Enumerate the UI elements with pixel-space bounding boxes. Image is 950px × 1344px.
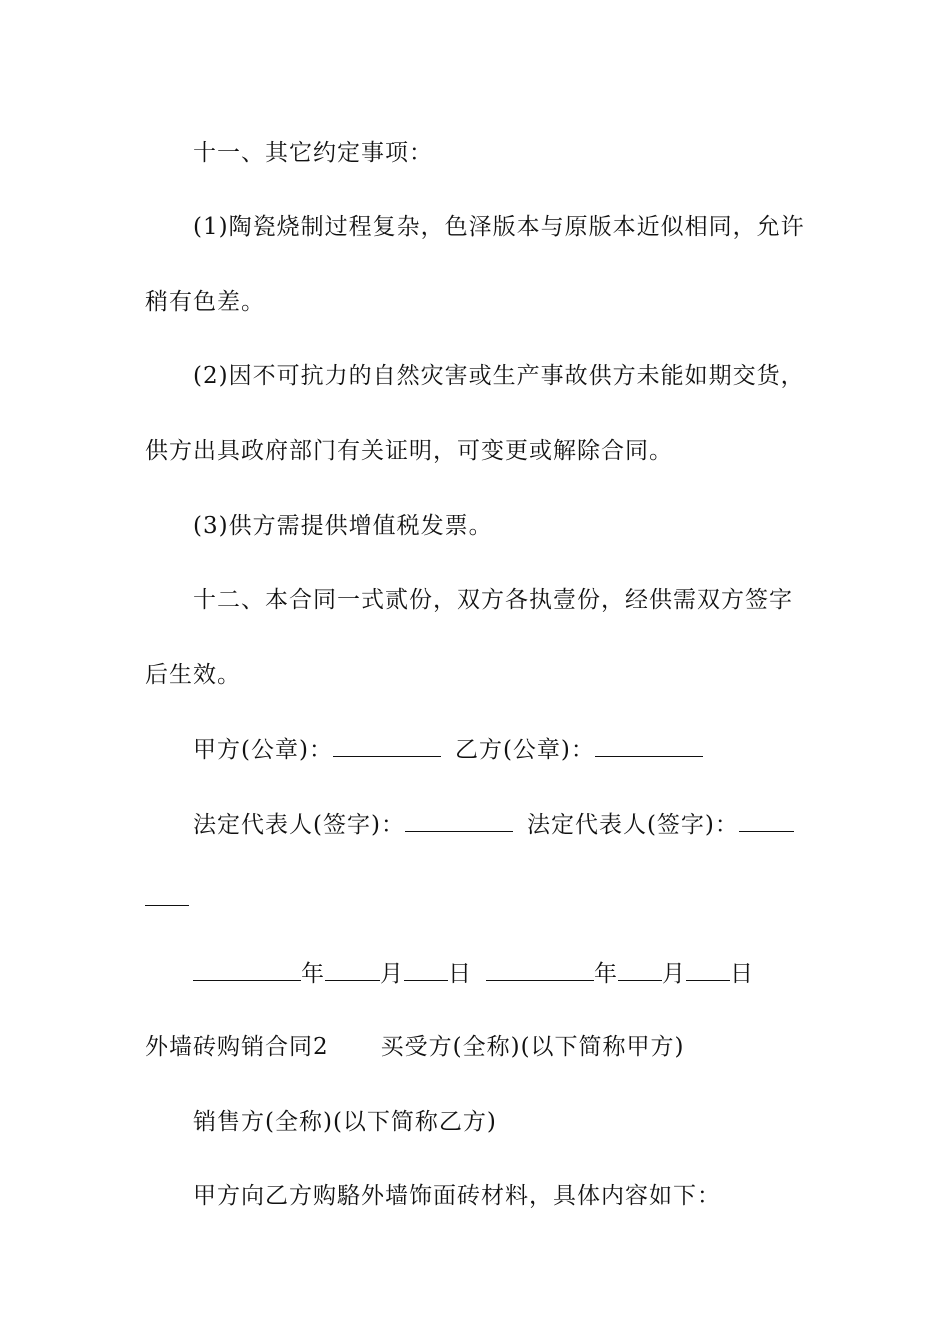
- date-a-day-blank: [404, 958, 448, 981]
- date-b-day-blank: [686, 958, 730, 981]
- date-a-month: 月: [380, 961, 404, 987]
- date-a-day: 日: [448, 961, 472, 987]
- date-b-month-blank: [618, 958, 662, 981]
- date-row: [193, 958, 754, 989]
- representative-row: [193, 809, 794, 840]
- date-b-month: 月: [662, 961, 686, 987]
- party-b-seal-blank: [595, 734, 703, 757]
- party-a-seal-label: 甲方(公章)：: [193, 737, 333, 763]
- seller-line: 销售方(全称)(以下简称乙方): [193, 1109, 497, 1135]
- date-a-year: 年: [301, 961, 325, 987]
- contract-2-title: 外墙砖购销合同2: [145, 1034, 329, 1060]
- date-b-year-blank: [486, 958, 594, 981]
- party-seal-row: [193, 734, 703, 765]
- section-11-item-2-line-2: 供方出具政府部门有关证明，可变更或解除合同。: [145, 438, 673, 464]
- buyer-line: 买受方(全称)(以下简称甲方): [380, 1034, 685, 1060]
- representative-row-continued: [145, 883, 189, 914]
- section-11-item-1-line-2: 稍有色差。: [145, 289, 265, 315]
- contract-2-title-row: [145, 1032, 685, 1062]
- rep-b-blank-start: [739, 809, 794, 832]
- rep-a-blank: [405, 809, 513, 832]
- section-12-line-2: 后生效。: [145, 662, 241, 688]
- date-b-day: 日: [730, 961, 754, 987]
- section-11-item-1-line-1: (1)陶瓷烧制过程复杂，色泽版本与原版本近似相同，允许: [193, 214, 805, 240]
- rep-b-label: 法定代表人(签字)：: [526, 812, 739, 838]
- section-12-line-1: 十二、本合同一式贰份，双方各执壹份，经供需双方签字: [193, 587, 793, 613]
- date-a-year-blank: [193, 958, 301, 981]
- date-a-month-blank: [325, 958, 380, 981]
- party-b-seal-label: 乙方(公章)：: [454, 737, 595, 763]
- rep-b-blank-end: [145, 883, 189, 906]
- section-11-item-2-line-1: (2)因不可抗力的自然灾害或生产事故供方未能如期交货，: [193, 363, 805, 389]
- party-a-seal-blank: [333, 734, 441, 757]
- rep-a-label: 法定代表人(签字)：: [193, 812, 405, 838]
- section-11-heading: 十一、其它约定事项：: [193, 140, 433, 166]
- date-b-year: 年: [594, 961, 618, 987]
- intro-line: 甲方向乙方购駱外墙饰面砖材料，具体内容如下：: [193, 1183, 721, 1209]
- section-11-item-3: (3)供方需提供增值税发票。: [193, 513, 493, 539]
